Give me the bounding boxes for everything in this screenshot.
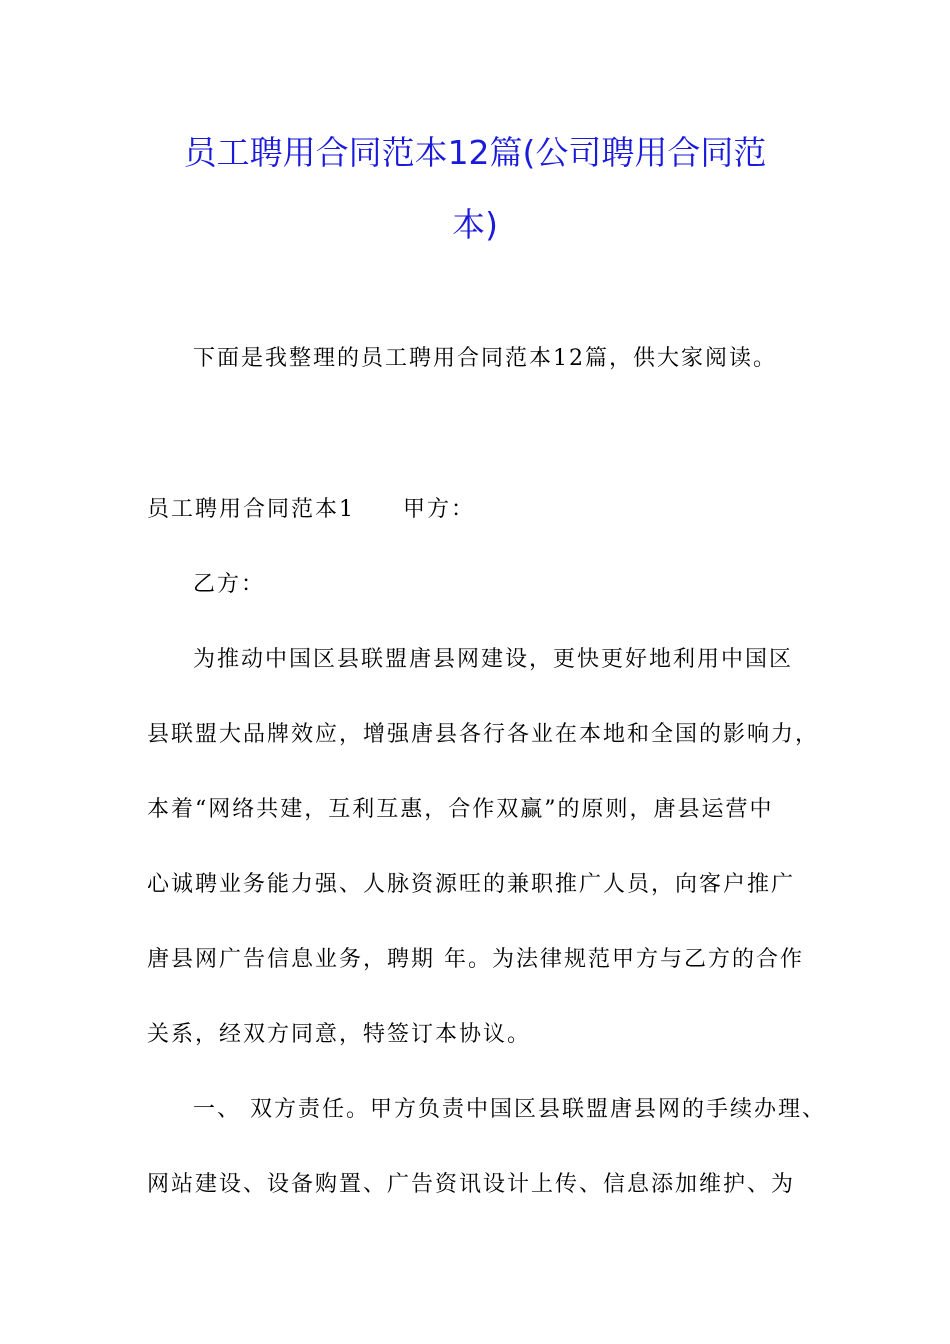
clause-line: 一、 双方责任。甲方负责中国区县联盟唐县网的手续办理、 xyxy=(193,1097,826,1122)
section-heading-line: 员工聘用合同范本1 甲方： xyxy=(147,497,475,522)
document-title-line-1: 员工聘用合同范本12篇(公司聘用合同范 xyxy=(183,133,767,172)
body-line: 为推动中国区县联盟唐县网建设，更快更好地利用中国区 xyxy=(193,647,794,672)
body-line: 县联盟大品牌效应，增强唐县各行各业在本地和全国的影响力， xyxy=(147,722,820,747)
body-line: 唐县网广告信息业务，聘期 年。为法律规范甲方与乙方的合作 xyxy=(147,947,804,972)
document-title-line-2: 本) xyxy=(452,205,498,244)
body-line: 关系，经双方同意，特签订本协议。 xyxy=(147,1022,532,1047)
body-line: 网站建设、设备购置、广告资讯设计上传、信息添加维护、为 xyxy=(147,1172,796,1197)
body-line: 本着“网络共建，互利互惠，合作双赢”的原则，唐县运营中 xyxy=(147,797,774,822)
body-line: 心诚聘业务能力强、人脉资源旺的兼职推广人员，向客户推广 xyxy=(147,872,796,897)
party-b-line: 乙方： xyxy=(193,572,266,597)
intro-paragraph: 下面是我整理的员工聘用合同范本12篇，供大家阅读。 xyxy=(193,346,777,371)
